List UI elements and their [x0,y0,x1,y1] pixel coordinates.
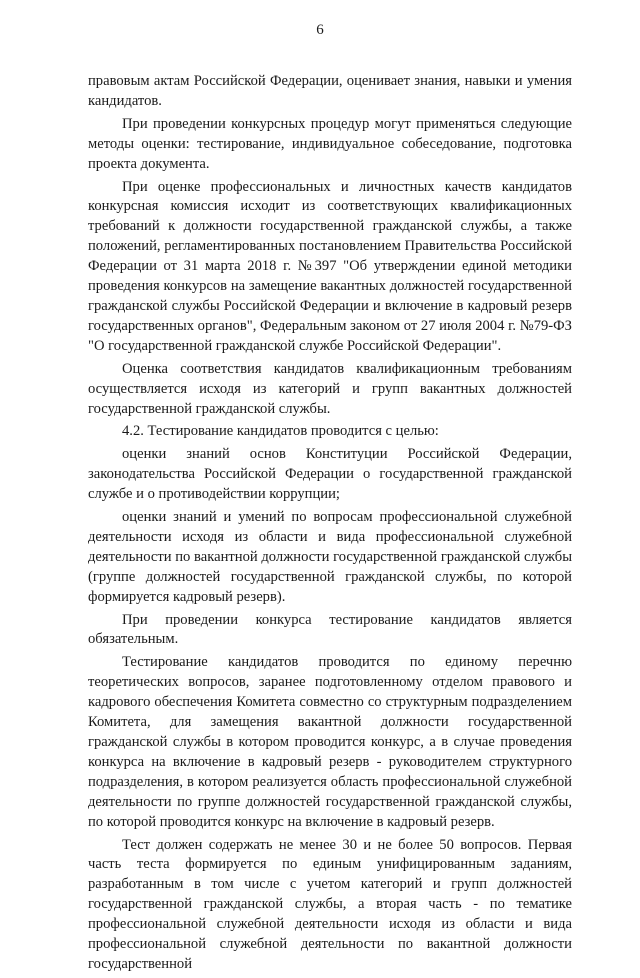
paragraph-testing-mandatory: При проведении конкурса тестирование кандидатов является обязательным. [88,611,572,648]
paragraph-professional-knowledge: оценки знаний и умений по вопросам профессиональной служебной деятельности исходя из области и вида профессиональной служебной деятельности по вакантной должности государственной гражданской службы (группе должностей государственной гражданской службы, по которой формируется кадровый резерв). [88,509,572,605]
paragraph-evaluation-methods: При проведении конкурсных процедур могут применяться следующие методы оценки: тестирование, индивидуальное собеседование, подготовка проекта документа. [88,115,572,172]
paragraph-compliance-assessment: Оценка соответствия кандидатов квалификационным требованиям осуществляется исходя из категорий и групп вакантных должностей государственной гражданской службы. [88,360,572,417]
paragraph-section-4-2: 4.2. Тестирование кандидатов проводится с целью: [122,423,439,440]
paragraph-constitution-knowledge: оценки знаний основ Конституции Российской Федерации, законодательства Российской Федерации о государственной гражданской службе и о противодействии коррупции; [88,446,572,503]
paragraph-qualification-requirements: При оценке профессиональных и личностных качеств кандидатов конкурсная комиссия исходит из соответствующих квалификационных требований к должности государственной гражданской службы, а также положений, регламентированных постановлением Правительства Российской Федерации от 31 марта 2018 г. №397 "Об утверждении единой методики проведения конкурсов на замещение вакантных должностей государственной гражданской службы Российской Федерации и включение в кадровый резерв государственных органов", Федеральным законом от 27 июля 2004 г. №79-ФЗ "О государственной гражданской службе Российской Федерации". [88,178,572,354]
document-body [88,72,572,978]
page-number: 6 [316,22,324,38]
paragraph-testing-questions: Тестирование кандидатов проводится по единому перечню теоретических вопросов, заранее подготовленному отделом правового и кадрового обеспечения Комитета совместно со структурным подразделением Комитета, для замещения вакантной должности государственной гражданской службы в котором проводится конкурс, а в случае проведения конкурса на включение в кадровый резерв - руководителем структурного подразделения, в котором реализуется область профессиональной служебной деятельности по группе должностей государственной гражданской службы, по которой проводится конкурс на включение в кадровый резерв. [88,654,572,830]
paragraph-continuation: правовым актам Российской Федерации, оценивает знания, навыки и умения кандидатов. [88,73,572,109]
paragraph-test-structure: Тест должен содержать не менее 30 и не более 50 вопросов. Первая часть теста формируется по единым унифицированным заданиям, разработанным в том числе с учетом категорий и групп должностей государственной гражданской службы, а вторая часть - по тематике профессиональной служебной деятельности исходя из области и вида профессиональной служебной деятельности по вакантной должности государственной [88,836,572,972]
